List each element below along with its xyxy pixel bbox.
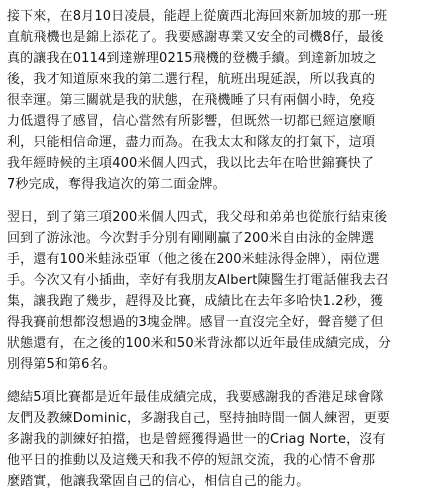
- paragraph-1: [7, 6, 441, 195]
- text-line: 友們及教練Dominic，多謝我自己，堅持抽時間一個人練習，更要: [7, 411, 391, 426]
- text-line: 力低還得了感冒，信心當然有所影響，但既然一切都已經這麼順: [7, 114, 376, 129]
- text-line: 接下來，在8月10日凌晨，能趕上從廣西北海回來新加坡的那一班: [7, 9, 388, 24]
- text-line: 別得第5和第6名。: [7, 357, 116, 372]
- text-line: 手。今次又有小插曲，幸好有我朋友Albert陳醫生打電話催我去召: [7, 273, 389, 288]
- paragraph-2: [7, 207, 441, 375]
- text-line: 狀態還有，在之後的100米和50米背泳都以近年最佳成績完成，分: [7, 336, 392, 351]
- text-line: 得我賽前想都沒想過的3塊金牌。感冒一直沒完全好，聲音變了但: [7, 315, 384, 330]
- text-line: 回到了游泳池。今次對手分別有剛剛贏了200米自由泳的金牌選: [7, 231, 375, 246]
- text-line: 很幸運。第三關就是我的狀態，在飛機睡了只有兩個小時，免疫: [7, 93, 376, 108]
- text-line: 翌日，到了第三項200米個人四式，我父母和弟弟也從旅行結束後: [7, 210, 388, 225]
- text-line: 直航飛機也是錦上添花了。我要感謝專業又安全的司機8仔，最後: [7, 30, 384, 45]
- text-line: 多謝我的訓練好拍擋，也是曾經獲得過世一的Criag Norte，沒有: [7, 432, 386, 447]
- text-line: 7秒完成，奪得我這次的第二面金牌。: [7, 177, 226, 192]
- text-line: 後，我才知道原來我的第二選行程，航班出現延誤，所以我真的: [7, 72, 376, 87]
- text-line: 他平日的推動以及這幾天和我不停的短訊交流，我的心情不會那: [7, 453, 376, 468]
- text-line: 麼踏實，他讓我鞏固自己的信心，相信自己的能力。: [7, 474, 310, 489]
- text-line: 真的讓我在0114到達辦理0215飛機的登機手續。到達新加坡之: [7, 51, 377, 66]
- paragraph-3: [7, 387, 441, 492]
- text-line: 利，只能相信命運，盡力而為。在我太太和隊友的打氣下，這項: [7, 135, 376, 150]
- text-line: 集，讓我跑了幾步，趕得及比賽，成績比在去年多哈快1.2秒，獲: [7, 294, 384, 309]
- text-line: 手，還有100米蛙泳亞軍（他之後在200米蛙泳得金牌），兩位選: [7, 252, 380, 267]
- text-line: 總結5項比賽都是近年最佳成績完成，我要感謝我的香港足球會隊: [7, 390, 384, 405]
- text-line: 我年經時候的主項400米個人四式，我以比去年在哈世錦賽快了: [7, 156, 375, 171]
